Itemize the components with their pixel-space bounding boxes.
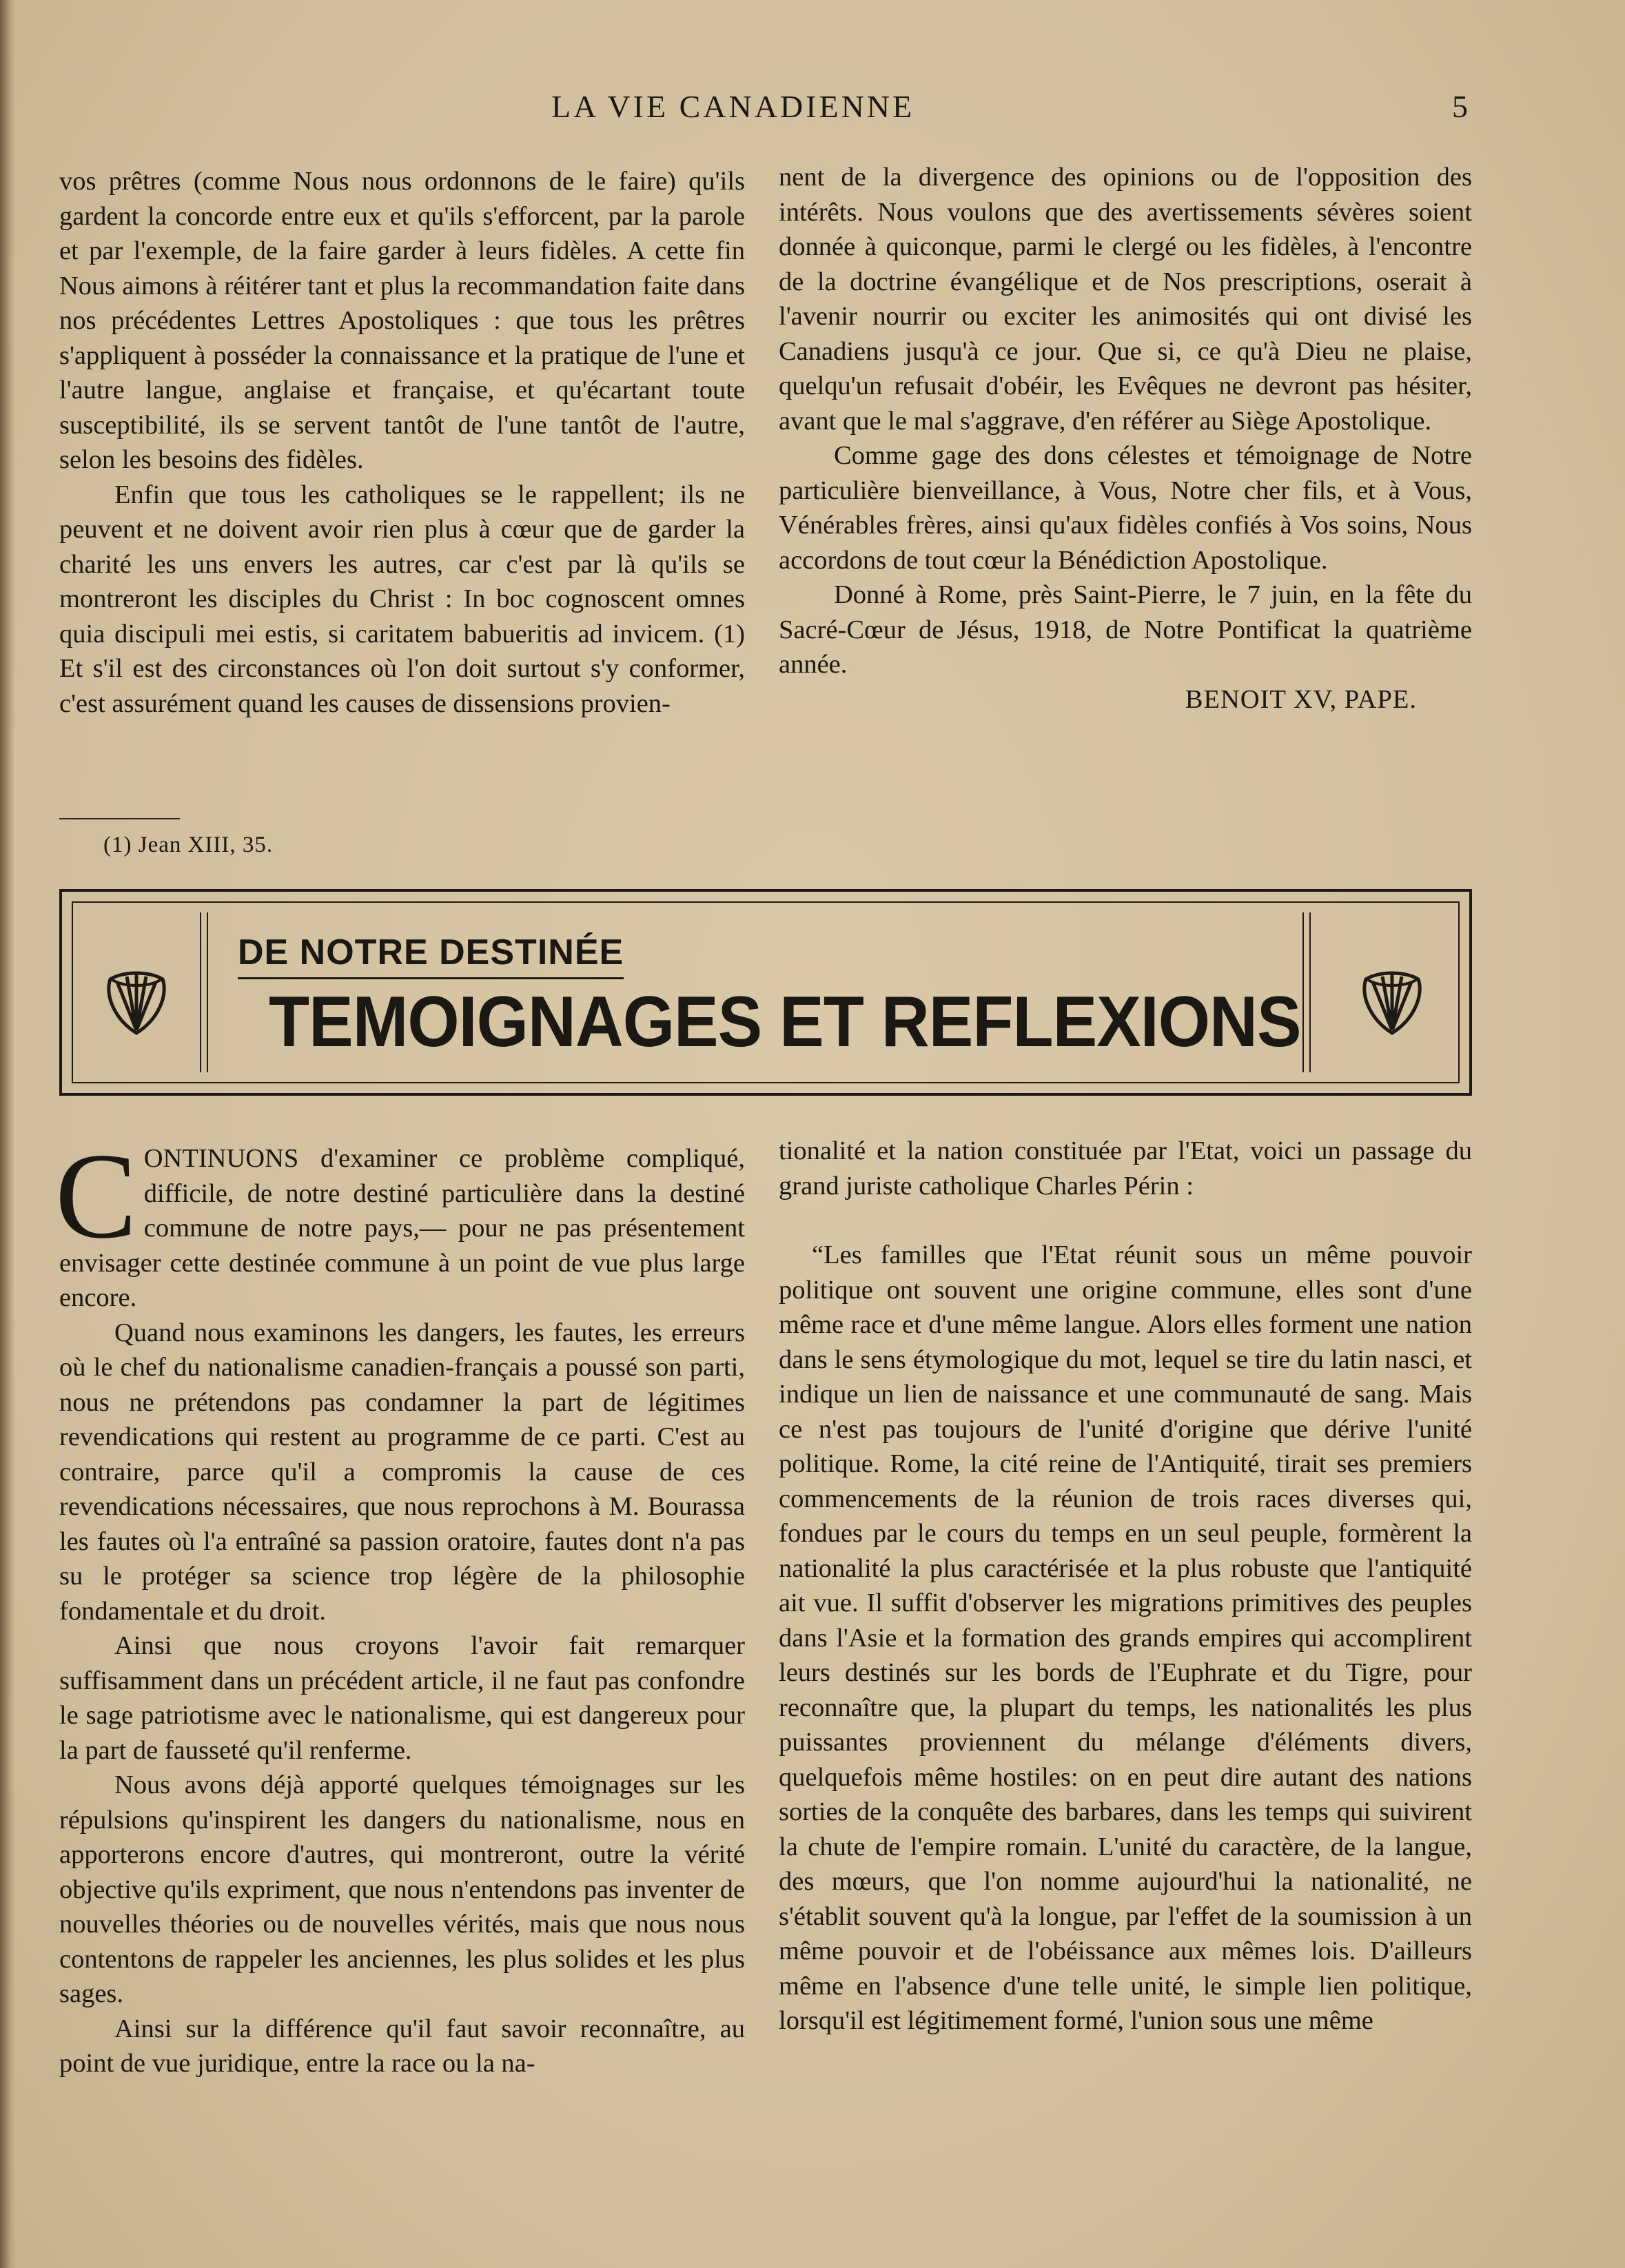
article-paragraph: Ainsi que nous croyons l'avoir fait remarquer suffisamment dans un précédent article, il ne faut pas confondre le sage patriotisme avec le nationalisme, qui est dangereux pour la part de fausseté qu'il renferme. <box>59 1631 745 1765</box>
letter-paragraph: nent de la divergence des opinions ou de l'opposition des intérêts. Nous voulons que des avertissements sévères soient donnée à quiconque, parmi le clergé ou les fidèles, à l'encontre de la doctrine évangélique et de Nos prescriptions, oserait à l'avenir nourrir ou exciter les animosités qui ont divisé les Canadiens jusqu'à ce jour. Que si, ce qu'à Dieu ne plaise, quelqu'un refusait d'obéir, les Evêques ne devront pas hésiter, avant que le mal s'aggrave, d'en référer au Siège Apostolique. <box>779 163 1472 436</box>
letter-right-column <box>779 160 1472 717</box>
running-head <box>0 88 1523 130</box>
letter-paragraph: Donné à Rome, près Saint-Pierre, le 7 juin, en la fête du Sacré-Cœur de Jésus, 1918, de Notre Pontificat la quatrième année. <box>779 580 1472 679</box>
article-banner <box>59 889 1472 1096</box>
article-paragraph: Quand nous examinons les dangers, les fautes, les erreurs où le chef du nationalisme canadien-français a poussé son parti, nous ne prétendons pas condamner la part de légitimes revendications qui restent au programme de ce parti. C'est au contraire, parce qu'il a compromis la cause de ces revendications nécessaires, que nous reprochons à M. Bourassa les fautes où l'a entraîné sa passion oratoire, fautes dont n'a pas su le protéger sa science trop légère de la philosophie fondamentale et du droit. <box>59 1318 745 1626</box>
signature: BENOIT XV, PAPE. <box>1185 684 1417 714</box>
article-headline: TEMOIGNAGES ET REFLEXIONS <box>269 982 1301 1062</box>
letter-paragraph: Enfin que tous les catholiques se le rappellent; ils ne peuvent et ne doivent avoir rien plus à cœur que de garder la charité les uns envers les autres, car c'est par là qu'ils se montreront les disciples du Christ : In boc cognoscent omnes quia discipuli mei estis, si caritatem babueritis ad invicem. (1) Et s'il est des circonstances où l'on doit surtout s'y conformer, c'est assurément quand les causes de dissensions provien- <box>59 480 745 718</box>
article-right-column <box>779 1134 1472 2039</box>
article-paragraph: Ainsi sur la différence qu'il faut savoir reconnaître, au point de vue juridique, entre la race ou la na- <box>59 2014 745 2078</box>
shell-ornament-icon <box>102 964 171 1040</box>
article-left-column <box>55 1127 745 2081</box>
drop-cap: C <box>55 1127 137 1264</box>
letter-paragraph: vos prêtres (comme Nous nous ordonnons de le faire) qu'ils gardent la concorde entre eux et qu'ils s'efforcent, par la parole et par l'exemple, de la faire garder à leurs fidèles. A cette fin Nous aimons à réitérer tant et plus la recommandation faite dans nos précédentes Lettres Apostoliques : que tous les prêtres s'appliquent à posséder la connaissance et la pratique de l'une et l'autre langue, anglaise et française, et qu'écartant toute susceptibilité, ils se servent tantôt de l'une tantôt de l'autre, selon les besoins des fidèles. <box>59 167 745 474</box>
article-paragraph: tionalité et la nation constituée par l'Etat, voici un passage du grand juriste catholique Charles Périn : <box>779 1136 1472 1201</box>
letter-paragraph: Comme gage des dons célestes et témoignage de Notre particulière bienveillance, à Vous, Notre cher fils, et à Vous, Vénérables frères, ainsi qu'aux fidèles confiés à Vos soins, Nous accordons de tout cœur la Bénédiction Apostolique. <box>779 441 1472 575</box>
article-first-paragraph <box>55 1127 745 1316</box>
perin-quotation: “Les familles que l'Etat réunit sous un même pouvoir politique ont souvent une origine commune, elles sont d'une même race et d'une même langue. Alors elles forment une nation dans le sens étymologique du mot, lequel se tire du latin nasci, et indique un lien de naissance et une communauté de sang. Mais ce n'est pas toujours de l'unité d'origine que dérive l'unité politique. Rome, la cité reine de l'Antiquité, tirait ses premiers commencements de la réunion de trois races diverses qui, fondues par le cours du temps en un seul peuple, formèrent la nationalité la plus caractérisée et la plus robuste que l'antiquité ait vue. Il suffit d'observer les migrations primitives des peuples dans l'Asie et la formation des grands empires qui accomplirent leurs destinés sur les bords de l'Euphrate et du Tigre, pour reconnaître que, la plupart du temps, les nationalités les plus puissantes proviennent du mélange d'éléments divers, quelquefois même hostiles: on en peut dire autant des nations sorties de la conquête des barbares, dans les temps qui suivirent la chute de l'empire romain. L'unité du caractère, de la langue, des mœurs, que l'on nomme aujourd'hui la nationalité, ne s'établit souvent qu'à la longue, par l'effet de la soumission à un même pouvoir et de l'obéissance aux mêmes lois. D'ailleurs même en l'absence d'une telle unité, le simple lien politique, lorsqu'il est légitimement formé, l'union sous une même <box>779 1240 1472 2035</box>
letter-left-column <box>59 164 745 721</box>
first-paragraph-text: ONTINUONS d'examiner ce problème compliqué, difficile, de notre destiné particulière dans la destiné commune de notre pays,— pour ne pas présentement envisager cette destinée commune à un point de vue plus large encore. <box>59 1144 745 1312</box>
article-paragraph: Nous avons déjà apporté quelques témoignages sur les répulsions qu'inspirent les dangers du nationalisme, nous en apporterons encore d'autres, qui montreront, outre la vérité objective qu'ils expriment, que nous n'entendons pas inventer de nouvelles théories ou de nouvelles vérités, mais que nous nous contentons de rappeler les anciennes, les plus solides et les plus sages. <box>59 1770 745 2008</box>
article-kicker: DE NOTRE DESTINÉE <box>238 932 624 979</box>
banner-divider-right <box>1302 912 1311 1072</box>
shell-ornament-icon <box>1358 964 1427 1040</box>
footnote: (1) Jean XIII, 35. <box>103 832 274 857</box>
page-number: 5 <box>1452 89 1468 124</box>
running-title: LA VIE CANADIENNE <box>551 89 915 124</box>
banner-divider-left <box>200 912 208 1072</box>
footnote-rule <box>59 818 180 819</box>
binding-edge <box>0 0 15 2268</box>
